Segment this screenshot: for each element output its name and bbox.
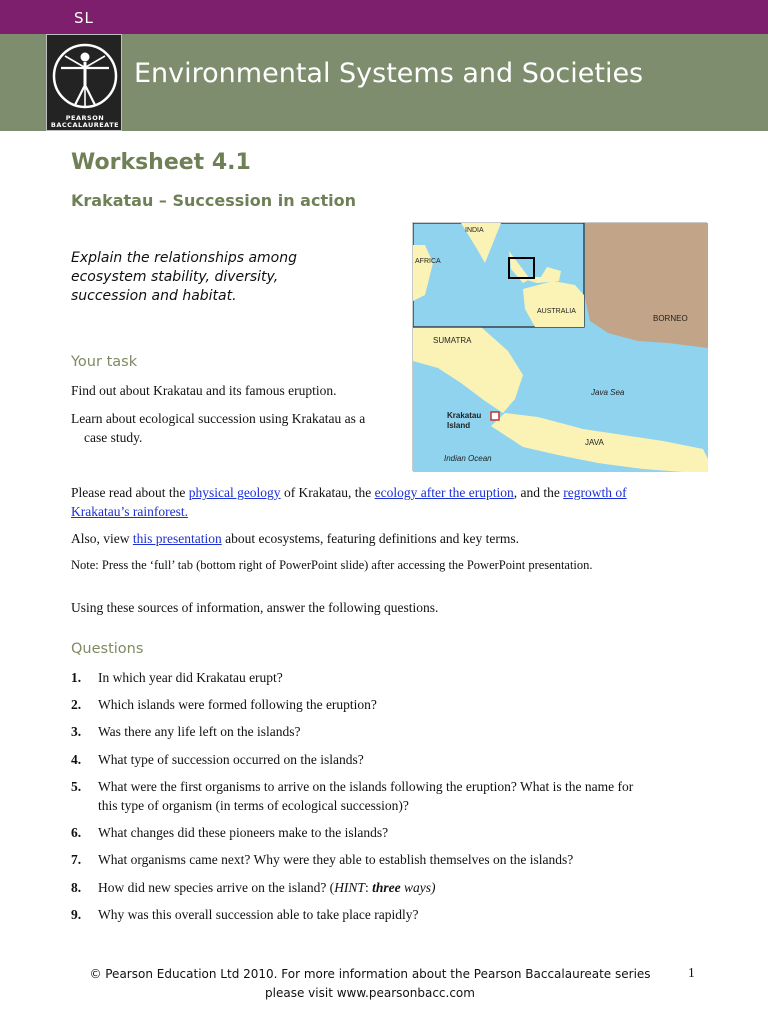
question-text: What changes did these pioneers make to the islands? — [98, 825, 389, 840]
map-label-indian-ocean: Indian Ocean — [444, 454, 492, 463]
hint-emphasis: three — [372, 880, 401, 895]
worksheet-title: Worksheet 4.1 — [71, 150, 251, 175]
question-number: 1. — [71, 670, 82, 685]
question-text: In which year did Krakatau erupt? — [98, 670, 283, 685]
reading-text: , and the — [513, 485, 564, 500]
question-number: 5. — [71, 779, 82, 794]
presentation-text: about ecosystems, featuring definitions and key terms. — [221, 531, 520, 546]
question-text-part: : — [364, 880, 373, 895]
question-text: What type of succession occurred on the islands? — [98, 752, 364, 767]
map-label-island: Island — [447, 421, 471, 430]
map-label-borneo: BORNEO — [653, 314, 688, 323]
physical-geology-link[interactable]: physical geology — [188, 485, 281, 500]
question-text-part: How did new species arrive on the island? ( — [98, 880, 335, 895]
presentation-paragraph — [71, 529, 711, 548]
krakatau-marker — [491, 412, 499, 420]
question-text: Was there any life left on the islands? — [98, 724, 301, 739]
map-label-india: INDIA — [465, 227, 484, 234]
hint-label: HINT — [334, 880, 365, 895]
worksheet-subtitle: Krakatau – Succession in action — [71, 191, 356, 210]
reading-paragraph-cont — [71, 502, 371, 521]
course-title: Environmental Systems and Societies — [134, 58, 644, 89]
map-label-australia: AUSTRALIA — [537, 308, 576, 315]
ecology-link[interactable]: ecology after the eruption — [374, 485, 514, 500]
question-number: 8. — [71, 880, 82, 895]
top-bar — [0, 0, 768, 34]
learning-objective: Explain the relationships among ecosystem stability, diversity, succession and habitat. — [71, 250, 298, 304]
task-line-2: Learn about ecological succession using Krakatau as a — [71, 411, 366, 426]
footer-website: please visit www.pearsonbacc.com — [265, 986, 475, 1000]
map-label-krakatau: Krakatau — [447, 411, 482, 420]
reading-text: Please read about the — [71, 485, 189, 500]
task-line-1: Find out about Krakatau and its famous eruption. — [71, 383, 337, 398]
question-number: 4. — [71, 752, 82, 767]
regrowth-link-cont[interactable]: Krakatau’s rainforest. — [71, 504, 188, 519]
question-number: 3. — [71, 724, 82, 739]
presentation-text: Also, view — [71, 531, 133, 546]
question-number: 9. — [71, 907, 82, 922]
map-label-sumatra: SUMATRA — [433, 336, 472, 345]
level-label: SL — [74, 9, 94, 27]
task-line-2-cont: case study. — [84, 430, 143, 445]
vitruvian-man-icon — [47, 35, 123, 115]
footer — [60, 965, 680, 1003]
logo-text-baccalaureate: BACCALAUREATE — [50, 121, 120, 129]
map-label-java-sea: Java Sea — [591, 388, 625, 397]
question-text: What organisms came next? Why were they able to establish themselves on the islands? — [98, 852, 574, 867]
page-number: 1 — [688, 965, 695, 980]
map-label-africa: AFRICA — [415, 258, 441, 265]
question-number: 6. — [71, 825, 82, 840]
instruction-text: Using these sources of information, answer the following questions. — [71, 600, 439, 615]
question-text: What were the first organisms to arrive on the islands following the eruption? What is the name for — [98, 779, 634, 794]
reading-paragraph — [71, 483, 711, 502]
reading-text: of Krakatau, the — [280, 485, 375, 500]
question-number: 2. — [71, 697, 82, 712]
question-number: 7. — [71, 852, 82, 867]
note-text: Note: Press the ‘full’ tab (bottom right of PowerPoint slide) after accessing the PowerPoint presentation. — [71, 558, 593, 572]
presentation-link[interactable]: this presentation — [132, 531, 222, 546]
question-text: Which islands were formed following the eruption? — [98, 697, 377, 712]
question-text: this type of organism (in terms of ecological succession)? — [98, 798, 409, 813]
krakatau-map — [412, 222, 707, 471]
footer-copyright: © Pearson Education Ltd 2010. For more information about the Pearson Baccalaureate series — [89, 967, 651, 981]
question-text-part: ways) — [400, 880, 436, 895]
your-task-heading: Your task — [71, 354, 138, 370]
pearson-logo — [46, 34, 122, 131]
logo-text-pearson: PEARSON — [65, 114, 105, 122]
questions-heading: Questions — [71, 641, 144, 657]
map-label-java: JAVA — [585, 438, 604, 447]
question-text: Why was this overall succession able to take place rapidly? — [98, 907, 419, 922]
regrowth-link[interactable]: regrowth of — [563, 485, 627, 500]
question-text — [98, 878, 708, 897]
